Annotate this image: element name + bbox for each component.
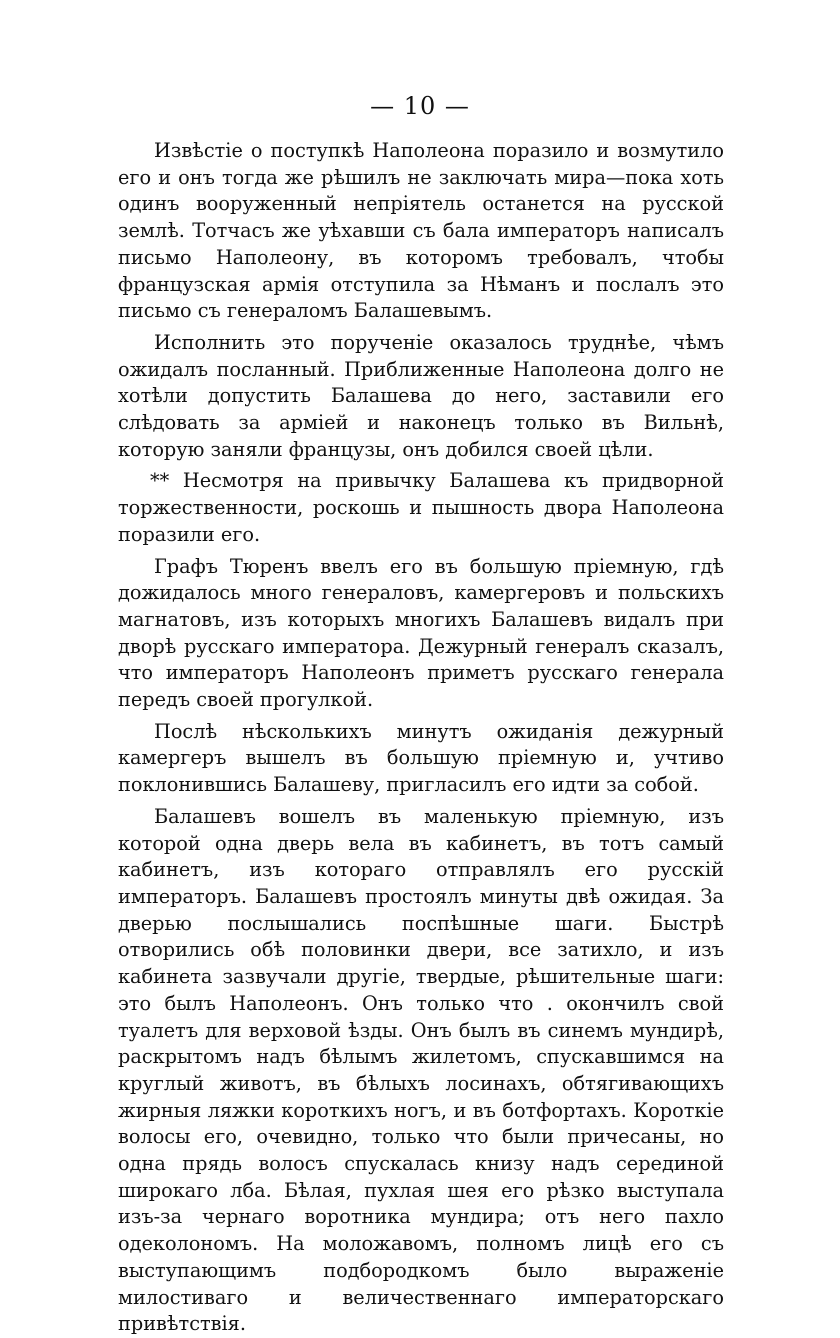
paragraph: Балашевъ вошелъ въ маленькую пріемную, изъ которой одна дверь вела въ кабинетъ, въ тотъ самый кабинетъ, изъ котораго отправлялъ его русскій императоръ. Балашевъ простоялъ минуты двѣ ожидая. За дверью послышались поспѣшные шаги. Быстрѣ отворились обѣ половинки двери, все затихло, и изъ кабинета зазвучали другіе, твердые, рѣшительные шаги: это былъ Наполеонъ. Онъ только что . окончилъ свой туалетъ для верховой ѣзды. Онъ былъ въ синемъ мундирѣ, раскрытомъ надъ бѣлымъ жилетомъ, спускавшимся на круглый животъ, въ бѣлыхъ лосинахъ, обтягивающихъ жирныя ляжки короткихъ ногъ, и въ ботфортахъ. Короткіе волосы его, очевидно, только что были причесаны, но одна прядь волосъ спускалась книзу надъ серединой широкаго лба. Бѣлая, пухлая шея его рѣзко выступала изъ-за чернаго воротника мундира; отъ него пахло одеколономъ. На моложавомъ, полномъ лицѣ его съ выступающимъ подбородкомъ было выраженіе милостиваго и величественнаго императорскаго привѣтствія. [118,804,724,1336]
paragraph: Графъ Тюренъ ввелъ его въ большую пріемную, гдѣ дожидалось много генераловъ, камергеровъ и польскихъ магнатовъ, изъ которыхъ многихъ Балашевъ видалъ при дворѣ русскаго императора. Дежурный генералъ сказалъ, что императоръ Наполеонъ приметъ русскаго генерала передъ своей прогулкой. [118,554,724,712]
paragraph: Извѣстіе о поступкѣ Наполеона поразило и возмутило его и онъ тогда же рѣшилъ не заключать мира—пока хоть одинъ вооруженный непріятель останется на русской землѣ. Тотчасъ же уѣхавши съ бала императоръ написалъ письмо Наполеону, въ которомъ требовалъ, чтобы французская армія отступила за Нѣманъ и послалъ это письмо съ генераломъ Балашевымъ. [118,139,724,323]
body-text [118,138,724,1338]
paragraph: Исполнить это порученіе оказалось труднѣе, чѣмъ ожидалъ посланный. Приближенные Наполеона долго не хотѣли допустить Балашева до него, заставили его слѣдовать за арміей и наконецъ только въ Вильнѣ, которую заняли французы, онъ добился своей цѣли. [118,330,724,461]
paragraph: Послѣ нѣсколькихъ минутъ ожиданія дежурный камергеръ вышелъ въ большую пріемную и, учтиво поклонившись Балашеву, пригласилъ его идти за собой. [118,719,724,797]
paragraph-marked: ** Несмотря на привычку Балашева къ придворной торжественности, роскошь и пышность двора Наполеона поразили его. [118,469,724,546]
page-number: — 10 — [370,92,470,120]
